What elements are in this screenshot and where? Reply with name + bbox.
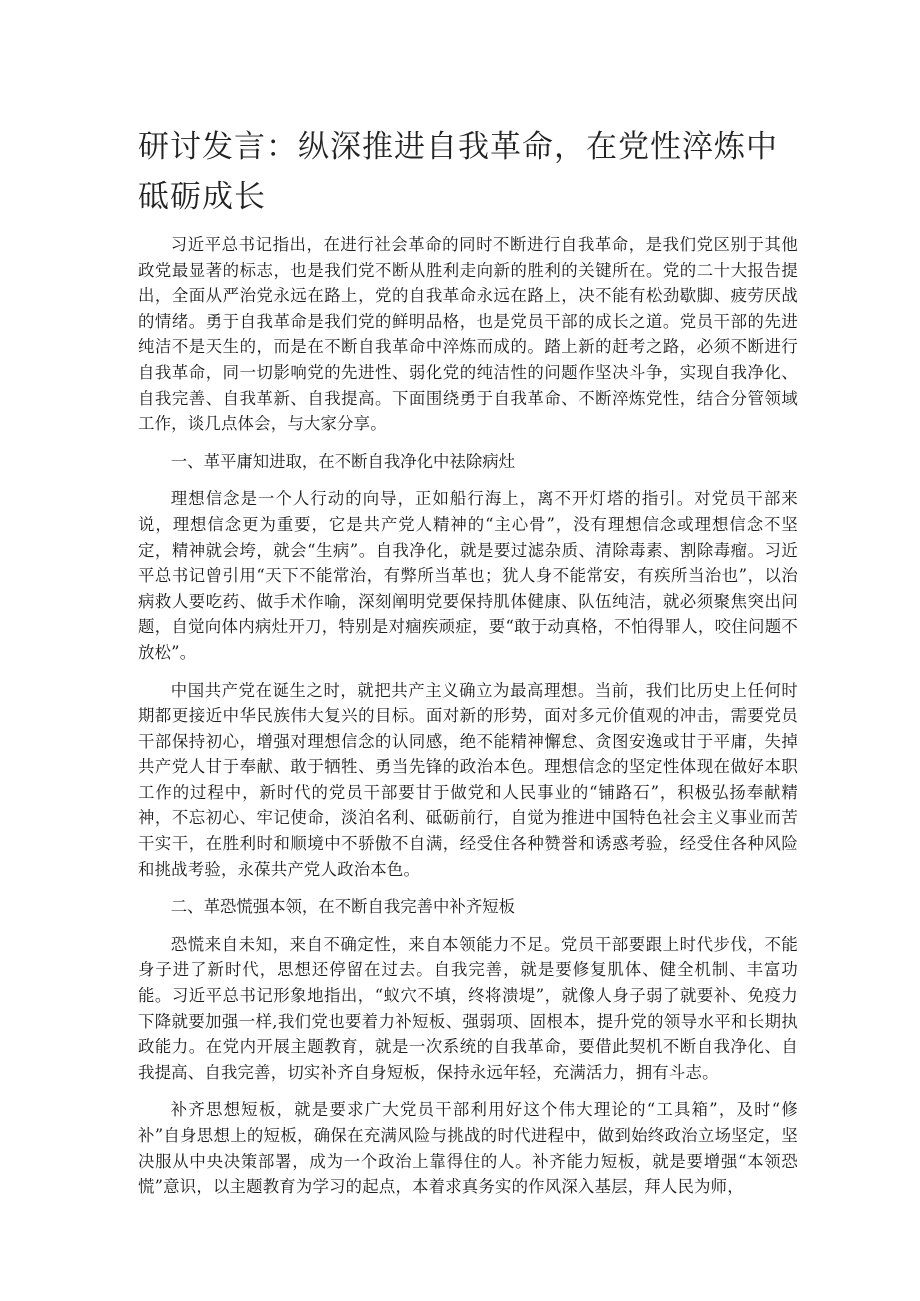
paragraph-2-1: 恐慌来自未知，来自不确定性，来自本领能力不足。党员干部要跟上时代步伐，不能身子进了新时代，思想还停留在过去。自我完善，就是要修复肌体、健全机制、丰富功能。习近平总书记形象地指出，“蚁穴不填，终将溃堤”，就像人身子弱了就要补、免疫力下降就要加强一样,我们党也要着力补短板、强弱项、固根本，提升党的领导水平和长期执政能力。在党内开展主题教育，就是一次系统的自我革命，要借此契机不断自我净化、自我提高、自我完善，切实补齐自身短板，保持永远年轻，充满活力，拥有斗志。 bbox=[138, 934, 798, 1082]
section-heading-2: 二、革恐慌强本领，在不断自我完善中补齐短板 bbox=[170, 897, 515, 917]
section-heading-1: 一、革平庸知进取，在不断自我净化中祛除病灶 bbox=[170, 451, 515, 471]
paragraph-1-2: 中国共产党在诞生之时，就把共产主义确立为最高理想。当前，我们比历史上任何时期都更接近中华民族伟大复兴的目标。面对新的形势，面对多元价值观的冲击，需要党员干部保持初心，增强对理想信念的认同感，绝不能精神懈怠、贪图安逸或甘于平庸，失掉共产党人甘于奉献、敢于牺牲、勇当先锋的政治本色。理想信念的坚定性体现在做好本职工作的过程中，新时代的党员干部要甘于做党和人民事业的“铺路石”，积极弘扬奉献精神，不忘初心、牢记使命，淡泊名利、砥砺前行，自觉为推进中国特色社会主义事业而苦干实干，在胜利时和顺境中不骄傲不自满，经受住各种赞誉和诱惑考验，经受住各种风险和挑战考验，永葆共产党人政治本色。 bbox=[138, 680, 798, 879]
paragraph-2-2: 补齐思想短板，就是要求广大党员干部利用好这个伟大理论的“工具箱”，及时“修补”自身思想上的短板，确保在充满风险与挑战的时代进程中，做到始终政治立场坚定，坚决服从中央决策部署，成为一个政治上靠得住的人。补齐能力短板，就是要增强“本领恐慌”意识，以主题教育为学习的起点，本着求真务实的作风深入基层，拜人民为师， bbox=[138, 1100, 798, 1197]
paragraph-intro: 习近平总书记指出，在进行社会革命的同时不断进行自我革命，是我们党区别于其他政党最显著的标志，也是我们党不断从胜利走向新的胜利的关键所在。党的二十大报告提出，全面从严治党永远在路上，党的自我革命永远在路上，决不能有松劲歇脚、疲劳厌战的情绪。勇于自我革命是我们党的鲜明品格，也是党员干部的成长之道。党员干部的先进纯洁不是天生的，而是在不断自我革命中淬炼而成的。踏上新的赶考之路，必须不断进行自我革命，同一切影响党的先进性、弱化党的纯洁性的问题作坚决斗争，实现自我净化、自我完善、自我革新、自我提高。下面围绕勇于自我革命、不断淬炼党性，结合分管领域工作，谈几点体会，与大家分享。 bbox=[138, 235, 798, 434]
document-title: 研讨发言：纵深推进自我革命，在党性淬炼中砥砺成长 bbox=[138, 129, 778, 215]
document-page bbox=[138, 122, 798, 1212]
paragraph-1-1: 理想信念是一个人行动的向导，正如船行海上，离不开灯塔的指引。对党员干部来说，理想信念更为重要，它是共产党人精神的“主心骨”，没有理想信念或理想信念不坚定，精神就会垮，就会“生病”。自我净化，就是要过滤杂质、清除毒素、割除毒瘤。习近平总书记曾引用“天下不能常治，有弊所当革也；犹人身不能常安，有疾所当治也”，以治病救人要吃药、做手术作喻，深刻阐明党要保持肌体健康、队伍纯洁，就必须聚焦突出问题，自觉向体内病灶开刀，特别是对痼疾顽症，要“敢于动真格，不怕得罪人，咬住问题不放松”。 bbox=[138, 489, 798, 662]
